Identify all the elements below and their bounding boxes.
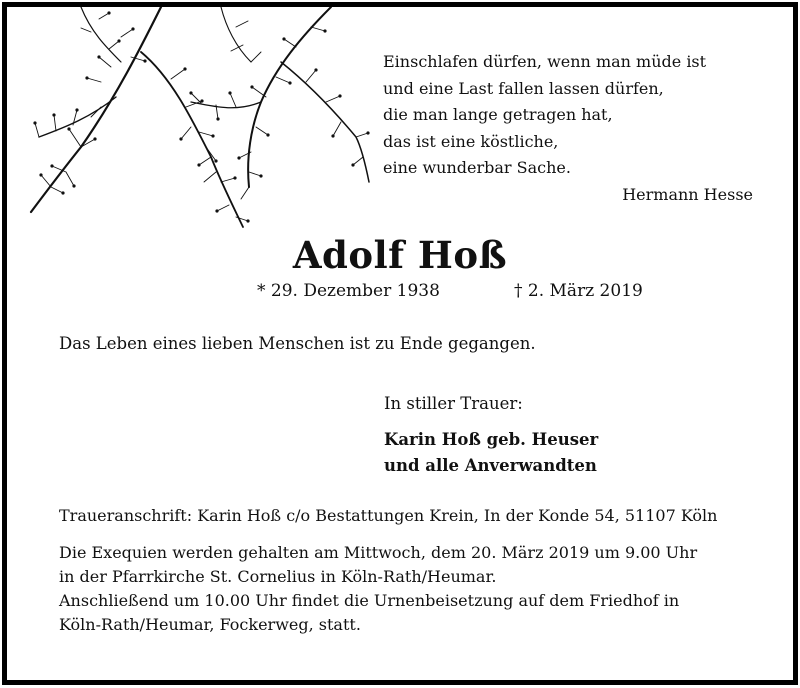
mourning-intro: In stiller Trauer: [384, 394, 523, 413]
death-date: † 2. März 2019 [514, 281, 643, 301]
poem-author: Hermann Hesse [622, 185, 753, 204]
obituary-card [2, 2, 798, 685]
service-line: Köln-Rath/Heumar, Fockerweg, statt. [59, 615, 361, 634]
poem-line: eine wunderbar Sache. [383, 158, 571, 177]
poem-line: das ist eine köstliche, [383, 131, 559, 151]
deceased-name: Adolf Hoß [292, 233, 508, 277]
mourner-name: Karin Hoß geb. Heuser [384, 430, 599, 449]
poem-line: Einschlafen dürfen, wenn man müde ist [383, 52, 707, 71]
poem-line: und eine Last fallen lassen dürfen, [383, 78, 664, 98]
service-details [59, 541, 779, 637]
tree-branch-illustration [21, 7, 373, 243]
service-line: Die Exequien werden gehalten am Mittwoch, dem 20. März 2019 um 9.00 Uhr [59, 543, 698, 562]
mourning-address: Traueranschrift: Karin Hoß c/o Bestattungen Krein, In der Konde 54, 51107 Köln [59, 506, 718, 525]
mourner-relatives: und alle Anverwandten [384, 456, 597, 475]
birth-date: * 29. Dezember 1938 [257, 281, 440, 301]
poem-quote [383, 49, 753, 182]
memorial-message: Das Leben eines lieben Menschen ist zu Ende gegangen. [59, 334, 536, 353]
poem-line: die man lange getragen hat, [383, 105, 613, 124]
service-line: Anschließend um 10.00 Uhr findet die Urnenbeisetzung auf dem Friedhof in [59, 591, 680, 610]
service-line: in der Pfarrkirche St. Cornelius in Köln-Rath/Heumar. [59, 567, 497, 586]
